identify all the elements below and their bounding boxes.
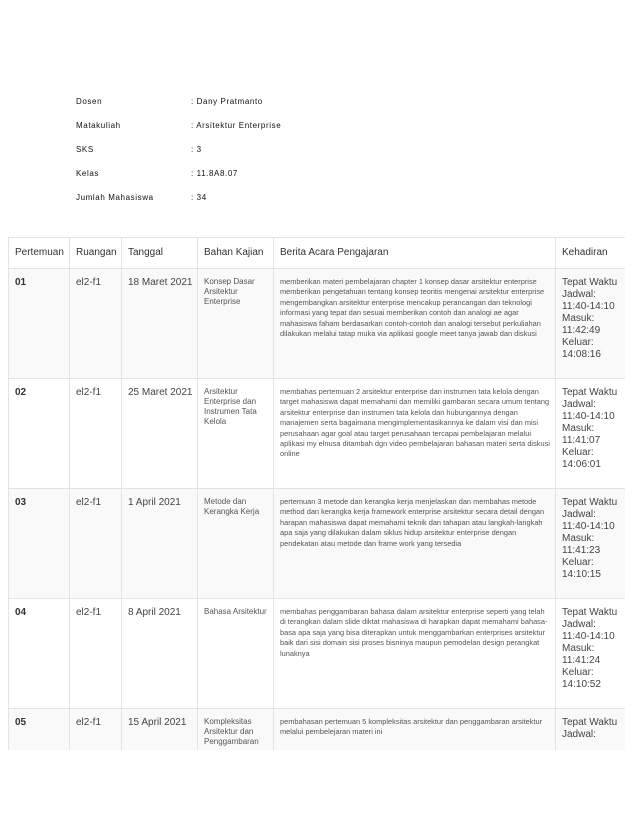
info-value: : Arsitektur Enterprise bbox=[191, 121, 282, 130]
cell-kehadiran bbox=[556, 709, 626, 751]
cell-tanggal: 8 April 2021 bbox=[122, 599, 198, 709]
attendance-jadwal-label: Jadwal: bbox=[562, 509, 596, 520]
cell-bahan-kajian: Arsitektur Enterprise dan Instrumen Tata Kelola bbox=[198, 379, 274, 489]
cell-ruangan: el2-f1 bbox=[70, 269, 122, 379]
header-pertemuan: Pertemuan bbox=[9, 238, 70, 269]
info-label: Jumlah Mahasiswa bbox=[76, 193, 154, 202]
cell-tanggal: 25 Maret 2021 bbox=[122, 379, 198, 489]
table-header-row bbox=[9, 238, 626, 269]
course-info bbox=[76, 97, 281, 217]
attendance-masuk-label: Masuk: bbox=[562, 423, 595, 434]
cell-kehadiran bbox=[556, 599, 626, 709]
cell-ruangan: el2-f1 bbox=[70, 709, 122, 751]
info-label: Matakuliah bbox=[76, 121, 121, 130]
attendance-jadwal-value: 11:40-14:10 bbox=[562, 301, 615, 312]
info-label: SKS bbox=[76, 145, 94, 154]
cell-kehadiran bbox=[556, 489, 626, 599]
attendance-keluar-label: Keluar: bbox=[562, 667, 594, 678]
attendance-status: Tepat Waktu bbox=[562, 387, 618, 398]
attendance-jadwal-value: 11:40-14:10 bbox=[562, 631, 615, 642]
info-value: : 3 bbox=[191, 145, 202, 154]
attendance-jadwal-label: Jadwal: bbox=[562, 729, 596, 740]
info-value: : 11.8A8.07 bbox=[191, 169, 238, 178]
attendance-table bbox=[8, 237, 625, 750]
attendance-jadwal-label: Jadwal: bbox=[562, 619, 596, 630]
cell-pertemuan: 01 bbox=[9, 269, 70, 379]
attendance-jadwal-label: Jadwal: bbox=[562, 399, 596, 410]
table-row bbox=[9, 709, 626, 751]
header-kehadiran: Kehadiran bbox=[556, 238, 626, 269]
attendance-jadwal-label: Jadwal: bbox=[562, 289, 596, 300]
info-row-dosen bbox=[76, 97, 281, 121]
table-row bbox=[9, 599, 626, 709]
attendance-keluar-value: 14:06:01 bbox=[562, 459, 601, 470]
attendance-status: Tepat Waktu bbox=[562, 607, 618, 618]
header-bahan-kajian: Bahan Kajian bbox=[198, 238, 274, 269]
attendance-status: Tepat Waktu bbox=[562, 717, 618, 728]
cell-tanggal: 18 Maret 2021 bbox=[122, 269, 198, 379]
attendance-jadwal-value: 11:40-14:10 bbox=[562, 521, 615, 532]
attendance-table-wrapper bbox=[8, 237, 625, 750]
info-row-matakuliah bbox=[76, 121, 281, 145]
cell-ruangan: el2-f1 bbox=[70, 379, 122, 489]
cell-bahan-kajian: Metode dan Kerangka Kerja bbox=[198, 489, 274, 599]
table-row bbox=[9, 379, 626, 489]
cell-pertemuan: 04 bbox=[9, 599, 70, 709]
cell-tanggal: 15 April 2021 bbox=[122, 709, 198, 751]
cell-bahan-kajian: Kompleksitas Arsitektur dan Penggambaran bbox=[198, 709, 274, 751]
cell-ruangan: el2-f1 bbox=[70, 599, 122, 709]
header-ruangan: Ruangan bbox=[70, 238, 122, 269]
cell-pertemuan: 02 bbox=[9, 379, 70, 489]
info-value: : Dany Pratmanto bbox=[191, 97, 263, 106]
attendance-masuk-label: Masuk: bbox=[562, 313, 595, 324]
cell-kehadiran bbox=[556, 379, 626, 489]
info-label: Dosen bbox=[76, 97, 103, 106]
info-label: Kelas bbox=[76, 169, 100, 178]
info-row-kelas bbox=[76, 169, 281, 193]
attendance-masuk-label: Masuk: bbox=[562, 533, 595, 544]
attendance-keluar-label: Keluar: bbox=[562, 557, 594, 568]
table-row bbox=[9, 269, 626, 379]
attendance-masuk-value: 11:41:23 bbox=[562, 545, 601, 556]
attendance-keluar-value: 14:10:52 bbox=[562, 679, 601, 690]
cell-pertemuan: 03 bbox=[9, 489, 70, 599]
cell-berita-acara: pertemuan 3 metode dan kerangka kerja menjelaskan dan membahas metode method dan kerangka kerja framework enterprise arsitektur secara detail dengan harapan mahasiswa dapat memahami teknik dan tahapan atau langkah-langkah apa saja yang dilakukan dalam siklus hidup arsitektur enterprise dengan pendekatan atau metode dan frame work yang tersedia bbox=[274, 489, 556, 599]
attendance-masuk-value: 11:41:24 bbox=[562, 655, 601, 666]
info-row-jumlah-mahasiswa bbox=[76, 193, 281, 217]
cell-ruangan: el2-f1 bbox=[70, 489, 122, 599]
cell-berita-acara: pembahasan pertemuan 5 kompleksitas arsitektur dan penggambaran arsitektur melalui pembelejaran materi ini bbox=[274, 709, 556, 751]
attendance-keluar-value: 14:08:16 bbox=[562, 349, 601, 360]
header-berita-acara: Berita Acara Pengajaran bbox=[274, 238, 556, 269]
cell-berita-acara: memberikan materi pembelajaran chapter 1 konsep dasar arsitektur enterprise memberikan pengetahuan tentang konsep teoritis mengenai arsitektur enterprise mengembangkan arsitektur enterprise mencakup perancangan dan teknologi informasi yang tepat dan sesuai memberikan contoh dan analogi ae agar mahasiswa faham berdasarkan contoh-contoh dan analogi tersebut perkuliahan dilakukan melalui tatap muka via aplikasi google meet tanya jawab dan diskusi bbox=[274, 269, 556, 379]
attendance-jadwal-value: 11:40-14:10 bbox=[562, 411, 615, 422]
attendance-keluar-label: Keluar: bbox=[562, 447, 594, 458]
attendance-masuk-label: Masuk: bbox=[562, 643, 595, 654]
cell-bahan-kajian: Bahasa Arsitektur bbox=[198, 599, 274, 709]
attendance-status: Tepat Waktu bbox=[562, 497, 618, 508]
info-row-sks bbox=[76, 145, 281, 169]
info-value: : 34 bbox=[191, 193, 207, 202]
attendance-keluar-label: Keluar: bbox=[562, 337, 594, 348]
cell-berita-acara: membahas pertemuan 2 arsitektur enterprise dan instrumen tata kelola dengan target mahasiswa dapat memahami dan memiliki gambaran secara umum tentang arsitektur enterprise dan instrumen tata kelola dan hubungannya dengan manajemen serta bagaimana mengimplementasikannya ke dalam visi dan misi perusahaan agar goal atau target perusahaan tercapai pembelajaran melalui aplikasi my elnusa ditambah dgn video pembelajaran bahasan materi serta diskusi online bbox=[274, 379, 556, 489]
cell-berita-acara: membahas penggambaran bahasa dalam arsitektur enterprise seperti yang telah di terangkan dalam slide diktat mahasiswa di harapkan dapat memahami bahasa-basa apa saja yang bisa diterapkan untuk menggambarkan enterprises arsitektur baik dari sisi domain sisi proses bisninya maupun pemodelan design perangkat lunaknya bbox=[274, 599, 556, 709]
attendance-keluar-value: 14:10:15 bbox=[562, 569, 601, 580]
cell-bahan-kajian: Konsep Dasar Arsitektur Enterprise bbox=[198, 269, 274, 379]
attendance-status: Tepat Waktu bbox=[562, 277, 618, 288]
table-row bbox=[9, 489, 626, 599]
cell-kehadiran bbox=[556, 269, 626, 379]
cell-tanggal: 1 April 2021 bbox=[122, 489, 198, 599]
header-tanggal: Tanggal bbox=[122, 238, 198, 269]
cell-pertemuan: 05 bbox=[9, 709, 70, 751]
attendance-masuk-value: 11:42:49 bbox=[562, 325, 601, 336]
attendance-masuk-value: 11:41:07 bbox=[562, 435, 601, 446]
